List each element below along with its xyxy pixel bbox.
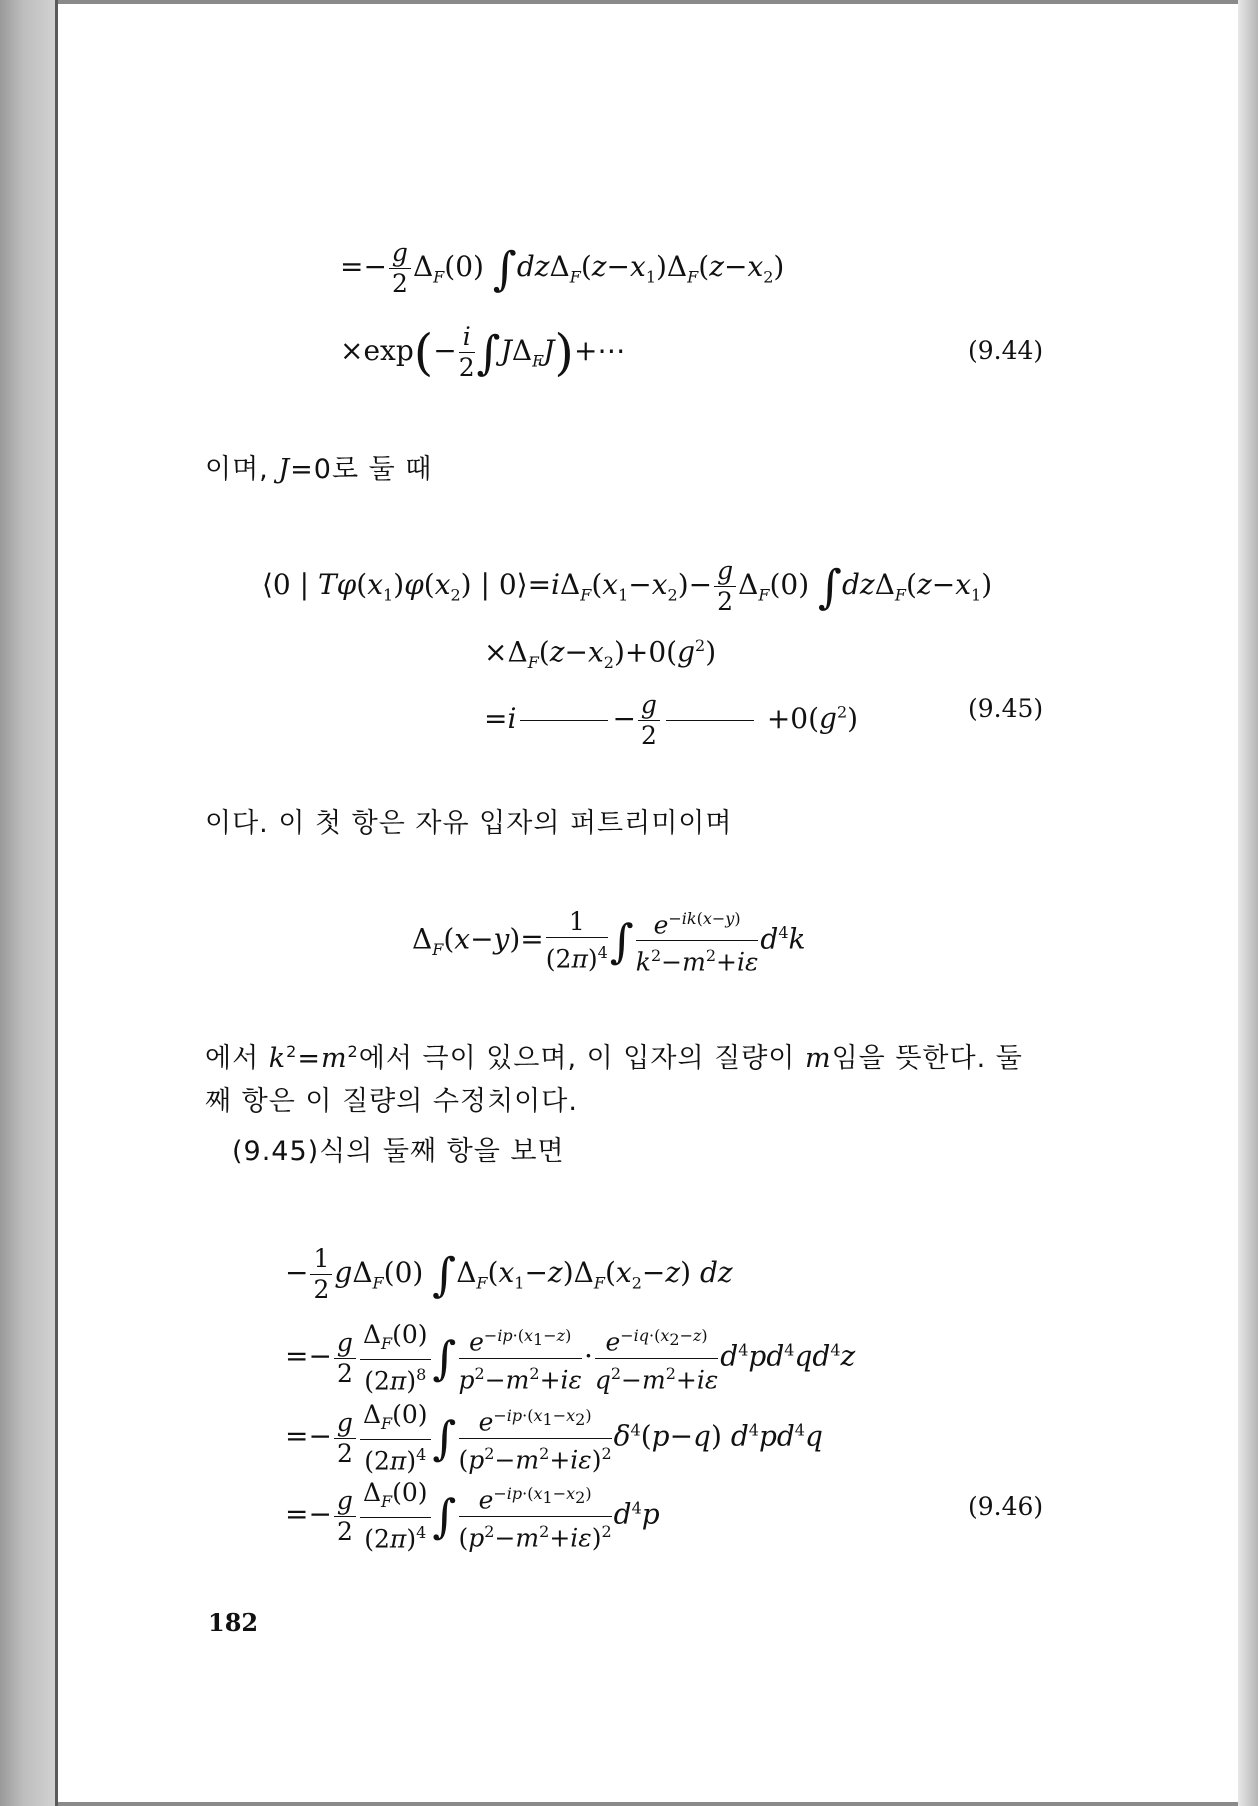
eq-number-9-45: (9.45)	[968, 694, 1044, 723]
text-paragraph-1: 이며, J=0로 둘 때	[205, 454, 433, 485]
eq-number-9-44: (9.44)	[968, 336, 1044, 365]
text-paragraph-3-line-1: 에서 $k^2=m^2$에서 극이 있으며, 이 입자의 질량이 m임을 뜻한다. 둘	[205, 1042, 1023, 1074]
book-right-edge	[1238, 0, 1258, 1806]
eq-9-46-line1: − $\frac{1}{2}$ $g\Delta_F(0)$ $\int\Delta_F(x_1-z)\Delta_F(x_2-z)$ dz	[285, 1244, 733, 1304]
eq-9-46-line3: =− $\frac{g}{2}$ $\frac{\Delta_F(0)}{(2\pi)^4}$ ∫ $\frac{e^{-ip\cdot(x_1-x_2)}}{(p^2-m^2+i\varepsilon)^2}$ $\delta^4(p-q)$ $d^4pd^4q$	[285, 1400, 823, 1476]
book-bottom-edge	[58, 1802, 1238, 1806]
text-paragraph-2: 이다. 이 첫 항은 자유 입자의 퍼트리미이며	[205, 808, 733, 839]
eq-propagator: $\Delta_F(x-y)=$ $\frac{1}{(2\pi)^4}$ ∫ $\frac{e^{-ik(x-y)}}{k^2-m^2+i\varepsilon}$ $d^4k$	[412, 904, 805, 978]
page-number: 182	[208, 1608, 259, 1637]
text-paragraph-3-line-2: 째 항은 이 질량의 수정치이다.	[205, 1086, 578, 1117]
eq-9-44-line1: =− $\frac{g}{2}$ $\Delta_F(0)$ $\int dz\Delta_F(z-x_1)\Delta_F(z-x_2)$	[340, 238, 785, 298]
eq-9-44-line2: ×exp(− $\frac{i}{2}$ $\int J\Delta_FJ)+\cdots$	[340, 322, 626, 382]
eq-9-46-line2: =− $\frac{g}{2}$ $\frac{\Delta_F(0)}{(2\pi)^8}$ ∫ $\frac{e^{-ip\cdot(x_1-z)}}{p^2-m^2+i\varepsilon}$ · $\frac{e^{-iq\cdot(x_2-z)}}{q^2-m^2+i\varepsilon}$ $d^4pd^4qd^4z$	[285, 1320, 856, 1396]
eq-number-9-46: (9.46)	[968, 1492, 1044, 1521]
eq-9-45-line3: =i − $\frac{g}{2}$ $+0(g^2)$	[484, 690, 859, 750]
book-spine-edge	[0, 0, 58, 1806]
eq-9-46-line4: =− $\frac{g}{2}$ $\frac{\Delta_F(0)}{(2\pi)^4}$ ∫ $\frac{e^{-ip\cdot(x_1-x_2)}}{(p^2-m^2+i\varepsilon)^2}$ $d^4p$	[285, 1478, 660, 1554]
eq-9-45-line2: $\times\Delta_F(z-x_2)+0(g^2)$	[484, 635, 717, 672]
eq-9-45-line1: ⟨0 | $T\varphi(x_1)\varphi(x_2)$ | $0⟩=i\Delta_F(x_1-x_2)-$ $\frac{g}{2}$ $\Delta_F(0)$ $\int dz\Delta_F(z-x_1)$	[262, 556, 993, 616]
text-paragraph-4: (9.45)식의 둘째 항을 보면	[232, 1136, 565, 1167]
